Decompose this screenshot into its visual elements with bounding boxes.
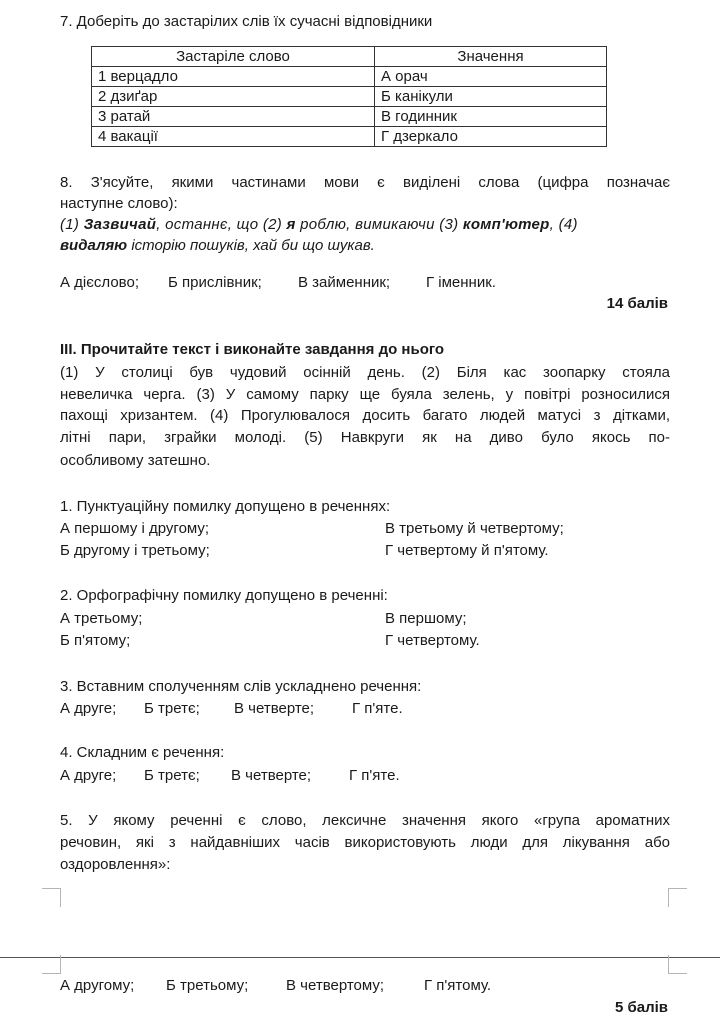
- option-v: В четвертому;: [286, 977, 385, 994]
- q1-option-b: Б другому і третьому;: [60, 542, 210, 559]
- highlighted-word-4: видаляю: [60, 237, 128, 254]
- option-b: Б прислівник;: [168, 274, 262, 291]
- highlighted-word-1: Зазвичай: [83, 216, 157, 233]
- highlighted-word-3: комп'ютер: [462, 216, 550, 233]
- table-cell: 1 верцадло: [92, 67, 375, 87]
- table-cell: 2 дзиґар: [92, 87, 375, 107]
- q3-options: [60, 698, 670, 719]
- table-header-row: [92, 47, 607, 67]
- task8-question-line2: наступне слово):: [60, 195, 178, 212]
- option-b: Б третє;: [144, 767, 200, 784]
- q2-option-v: В першому;: [385, 610, 467, 627]
- table-cell: Г дзеркало: [375, 127, 607, 147]
- task7-title: 7. Доберіть до застарілих слів їх сучасні відповідники: [60, 13, 433, 30]
- section3-text-line: літні пари, зграйки молоді. (5) Навкруги як на диво було якось по-: [60, 429, 670, 446]
- q1-option-a: А першому і другому;: [60, 520, 210, 537]
- table-cell: В годинник: [375, 107, 607, 127]
- option-b: Б третьому;: [166, 977, 249, 994]
- table-cell: 4 вакації: [92, 127, 375, 147]
- table-cell: Б канікули: [375, 87, 607, 107]
- option-a: А другому;: [60, 977, 135, 994]
- page-break-line: [0, 957, 720, 958]
- q5-options: [60, 975, 670, 996]
- page-corner-mark: [668, 888, 687, 907]
- text-span: роблю, вимикаючи (3): [295, 216, 463, 233]
- table-row: [92, 87, 607, 107]
- table-row: [92, 107, 607, 127]
- section3-text-line: пахощі хризантем. (4) Прогулювалося досить багато людей матусі з дітками,: [60, 407, 670, 424]
- highlighted-word-2: я: [286, 216, 296, 233]
- text-span: , останнє, що (2): [156, 216, 287, 233]
- section3-title: ІІІ. Прочитайте текст і виконайте завдання до нього: [60, 341, 445, 358]
- page-corner-mark: [42, 955, 61, 974]
- q4-title: 4. Складним є речення:: [60, 744, 225, 761]
- task8-options: [60, 272, 670, 293]
- q5-question-line: 5. У якому реченні є слово, лексичне значення якого «група ароматних: [60, 812, 670, 829]
- table-row: [92, 127, 607, 147]
- text-span: (1): [60, 216, 84, 233]
- q5-question-line: оздоровлення»:: [60, 856, 171, 873]
- option-g: Г п'яте.: [352, 700, 403, 717]
- option-a: А друге;: [60, 767, 117, 784]
- option-a: А дієслово;: [60, 274, 139, 291]
- q2-option-b: Б п'ятому;: [60, 632, 131, 649]
- page-corner-mark: [668, 955, 687, 974]
- option-g: Г іменник.: [426, 274, 496, 291]
- q2-option-a: А третьому;: [60, 610, 143, 627]
- section3-text-line: особливому затешно.: [60, 452, 211, 469]
- task8-score: 14 балів: [606, 295, 668, 312]
- q4-options: [60, 765, 670, 786]
- option-a: А друге;: [60, 700, 117, 717]
- text-span: , (4): [549, 216, 578, 233]
- table-cell: А орач: [375, 67, 607, 87]
- q1-title: 1. Пунктуаційну помилку допущено в реченнях:: [60, 498, 391, 515]
- task8-sentence-line1: [60, 214, 670, 235]
- table-cell: 3 ратай: [92, 107, 375, 127]
- q2-title: 2. Орфографічну помилку допущено в реченні:: [60, 587, 388, 604]
- q2-option-g: Г четвертому.: [385, 632, 480, 649]
- option-g: Г п'яте.: [349, 767, 400, 784]
- section3-text-line: невеличка черга. (3) У самому парку ще буяла зелень, у повітрі розносилися: [60, 386, 670, 403]
- table-header-archaic: Застаріле слово: [92, 47, 375, 67]
- q1-option-g: Г четвертому й п'ятому.: [385, 542, 549, 559]
- option-b: Б третє;: [144, 700, 200, 717]
- option-v: В займенник;: [298, 274, 391, 291]
- table-row: [92, 67, 607, 87]
- task8-question-line1: 8. З'ясуйте, якими частинами мови є виділені слова (цифра позначає: [60, 174, 670, 191]
- q5-question-line: речовин, які з найдавніших часів використовують люди для лікування або: [60, 834, 670, 851]
- option-g: Г п'ятому.: [424, 977, 492, 994]
- q5-score: 5 балів: [614, 999, 668, 1016]
- page-corner-mark: [42, 888, 61, 907]
- archaic-words-table: [91, 46, 607, 147]
- q1-option-v: В третьому й четвертому;: [385, 520, 564, 537]
- task8-sentence-line2: [60, 235, 670, 256]
- table-header-meaning: Значення: [375, 47, 607, 67]
- option-v: В четверте;: [234, 700, 315, 717]
- section3-text-line: (1) У столиці був чудовий осінній день. (2) Біля кас зоопарку стояла: [60, 364, 670, 381]
- option-v: В четверте;: [231, 767, 312, 784]
- text-span: історію пошуків, хай би що шукав.: [127, 237, 375, 254]
- q3-title: 3. Вставним сполученням слів ускладнено речення:: [60, 678, 422, 695]
